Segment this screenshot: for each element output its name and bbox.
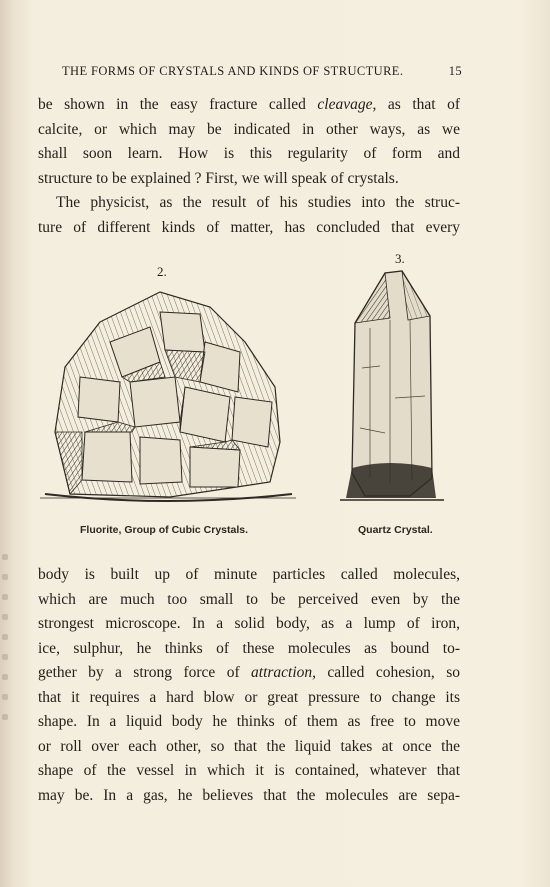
text-line: ture of different kinds of matter, has concluded that every [38,218,460,236]
text-line: body is built up of minute particles called molecules, [38,566,460,583]
paragraph-top [38,93,460,240]
paragraph-bottom [38,563,460,808]
running-header [62,64,462,79]
text-line: shall soon learn. How is this regularity of form and [38,145,460,162]
gutter-binding-marks [2,540,12,820]
text-line: that it requires a hard blow or great pressure to change its [38,688,460,706]
text-line: gether by a strong force of attraction, called cohesion, so [38,664,460,681]
figure-3-caption: Quartz Crystal. [358,524,433,536]
text-line: calcite, or which may be indicated in other ways, as we [38,120,460,138]
text-line: ice, sulphur, he thinks of these molecules as bound to- [38,639,460,657]
text-line: or roll over each other, so that the liquid takes at once the [38,737,460,755]
text-line: shape. In a liquid body he thinks of them as free to move [38,713,460,730]
running-title: THE FORMS OF CRYSTALS AND KINDS OF STRUCTURE. [62,64,404,78]
text-line: shape of the vessel in which it is contained, whatever that [38,762,460,779]
text-line: strongest microscope. In a solid body, as a lump of iron, [38,615,460,632]
text-line: structure to be explained ? First, we will speak of crystals. [38,169,399,187]
quartz-illustration [340,268,444,512]
text-line: be shown in the easy fracture called cleavage, as that of [38,96,460,113]
fluorite-illustration [40,282,296,514]
text-line: which are much too small to be perceived even by the [38,590,460,608]
figure-2-number: 2. [157,264,167,279]
figure-2-caption: Fluorite, Group of Cubic Crystals. [80,524,249,536]
page-number: 15 [448,64,462,78]
figure-3-number: 3. [395,251,405,266]
text-line: The physicist, as the result of his studies into the struc- [56,194,460,211]
text-line: may be. In a gas, he believes that the molecules are sepa- [38,786,460,804]
